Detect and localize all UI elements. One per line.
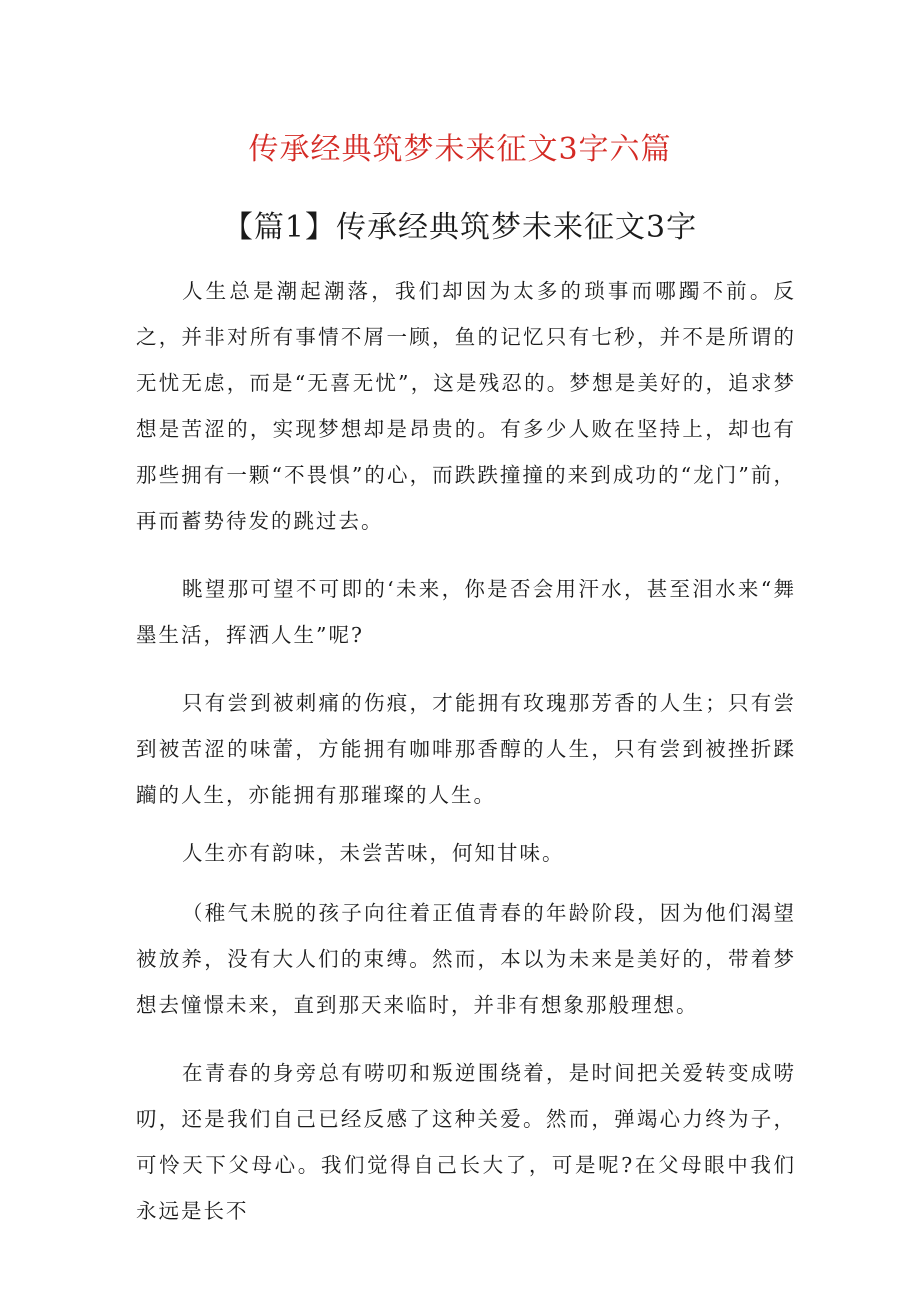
paragraph: 人生亦有韵味，未尝苦味，何知甘味。 bbox=[182, 841, 565, 865]
paragraph: 眺望那可望不可即的‘未来，你是否会用汗水，甚至泪水来“舞墨生活，挥洒人生”呢? bbox=[136, 577, 796, 647]
document-title: 传承经典筑梦未来征文3字六篇 bbox=[248, 132, 672, 167]
section-title: 【篇1】传承经典筑梦未来征文3字 bbox=[222, 210, 698, 245]
paragraph: 只有尝到被刺痛的伤痕，才能拥有玫瑰那芳香的人生；只有尝到被苦涩的味蕾，方能拥有咖啡那香醇的人生，只有尝到被挫折蹂躏的人生，亦能拥有那璀璨的人生。 bbox=[136, 691, 796, 807]
paragraph: （稚气未脱的孩子向往着正值青春的年龄阶段，因为他们渴望被放养，没有大人们的束缚。然而，本以为未来是美好的，带着梦想去憧憬未来，直到那天来临时，并非有想象那般理想。 bbox=[136, 901, 796, 1017]
paragraph: 在青春的身旁总有唠叨和叛逆围绕着，是时间把关爱转变成唠叨，还是我们自己已经反感了这种关爱。然而，弹竭心力终为子，可怜天下父母心。我们觉得自己长大了，可是呢?在父母眼中我们永远是长不 bbox=[136, 1061, 796, 1223]
paragraph: 人生总是潮起潮落，我们却因为太多的琐事而哪躅不前。反之，并非对所有事情不屑一顾，鱼的记忆只有七秒，并不是所谓的无忧无虑，而是“无喜无忧”，这是残忍的。梦想是美好的，追求梦想是苦涩的，实现梦想却是昂贵的。有多少人败在坚持上，却也有那些拥有一颗“不畏惧”的心，而跌跌撞撞的来到成功的“龙门”前，再而蓄势待发的跳过去。 bbox=[136, 279, 796, 533]
